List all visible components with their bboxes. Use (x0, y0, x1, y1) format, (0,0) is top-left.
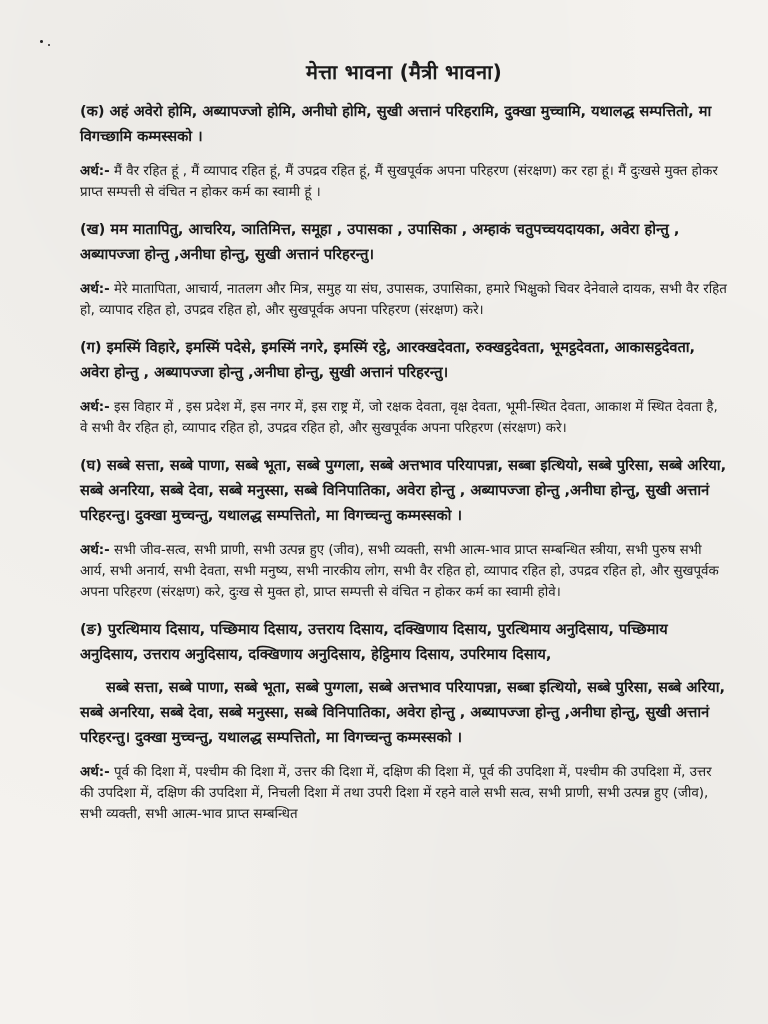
meaning-label: अर्थ:- (80, 164, 110, 179)
verse-ka: (क) अहं अवेरो होमि, अब्यापज्जो होमि, अनीघो होमि, सुखी अत्तानं परिहरामि, दुक्खा मुच्चामि, यथालद्ध सम्पत्तितो, मा विगच्छामि कम्मस्सको । (80, 103, 712, 145)
meaning-kha (80, 279, 728, 321)
meaning-ka (80, 161, 728, 203)
meaning-label: अर्थ:- (80, 282, 110, 297)
verse-ga: (ग) इमस्मिं विहारे, इमस्मिं पदेसे, इमस्मिं नगरे, इमस्मिं रट्ठे, आरक्खदेवता, रुक्खट्ठदेवता, भूमट्ठदेवता, आकासट्ठदेवता, अवेरा होन्तु , अब्यापज्जा होन्तु ,अनीघा होन्तु, सुखी अत्तानं परिहरन्तु। (80, 339, 696, 381)
ink-speck (48, 44, 50, 46)
ink-speck (40, 40, 43, 43)
meaning-text: इस विहार में , इस प्रदेश में, इस नगर में, इस राष्ट्र में, जो रक्षक देवता, वृक्ष देवता, भूमी-स्थित देवता, आकाश में स्थित देवता है, वे सभी वैर रहित हो, व्यापाद रहित हो, उपद्रव रहित हो, और सुखपूर्वक अपना परिहरण (संरक्षण) करे। (80, 400, 718, 436)
page-title: मेत्ता भावना (मैत्री भावना) (305, 60, 503, 84)
meaning-label: अर्थ:- (80, 543, 110, 558)
meaning-label: अर्थ:- (80, 400, 110, 415)
verse-nga-beings: सब्बे सत्ता, सब्बे पाणा, सब्बे भूता, सब्बे पुग्गला, सब्बे अत्तभाव परियापन्ना, सब्बा इत्थियो, सब्बे पुरिसा, सब्बे अरिया, सब्बे अनरिया, सब्बे देवा, सब्बे मनुस्सा, सब्बे विनिपातिका, अवेरा होन्तु , अब्यापज्जा होन्तु ,अनीघा होन्तु, सुखी अत्तानं परिहरन्तु। दुक्खा मुच्चन्तु, यथालद्ध सम्पत्तितो, मा विगच्चन्तु कम्मस्सको । (80, 679, 726, 746)
meaning-gha (80, 540, 728, 603)
meaning-label: अर्थ:- (80, 765, 110, 780)
meaning-text: मैं वैर रहित हूं , मैं व्यापाद रहित हूं, मैं उपद्रव रहित हूं, मैं सुखपूर्वक अपना परिहरण (संरक्षण) कर रहा हूं। मैं दुःखसे मुक्त होकर प्राप्त सम्पत्ती से वंचित न होकर कर्म का स्वामी हूं । (80, 164, 718, 200)
meaning-ga (80, 397, 728, 439)
verse-gha: (घ) सब्बे सत्ता, सब्बे पाणा, सब्बे भूता, सब्बे पुग्गला, सब्बे अत्तभाव परियापन्ना, सब्बा इत्थियो, सब्बे पुरिसा, सब्बे अरिया, सब्बे अनरिया, सब्बे देवा, सब्बे मनुस्सा, सब्बे विनिपातिका, अवेरा होन्तु , अब्यापज्जा होन्तु ,अनीघा होन्तु, सुखी अत्तानं परिहरन्तु। दुक्खा मुच्चन्तु, यथालद्ध सम्पत्तितो, मा विगच्चन्तु कम्मस्सको । (80, 457, 727, 524)
meaning-text: पूर्व की दिशा में, पश्चीम की दिशा में, उत्तर की दिशा में, दक्षिण की दिशा में, पूर्व की उपदिशा में, पश्चीम की उपदिशा में, उत्तर की उपदिशा में, दक्षिण की उपदिशा में, निचली दिशा में तथा उपरी दिशा में रहने वाले सभी सत्व, सभी प्राणी, सभी उत्पन्न हुए (जीव), सभी व्यक्ती, सभी आत्म-भाव प्राप्त सम्बन्धित (80, 765, 712, 822)
meaning-text: मेरे मातापिता, आचार्य, नातलग और मित्र, समुह या संघ, उपासक, उपासिका, हमारे भिक्षुको चिवर देनेवाले दायक, सभी वैर रहित हो, व्यापाद रहित हो, उपद्रव रहित हो, और सुखपूर्वक अपना परिहरण (संरक्षण) करे। (80, 282, 727, 318)
meaning-text: सभी जीव-सत्व, सभी प्राणी, सभी उत्पन्न हुए (जीव), सभी व्यक्ती, सभी आत्म-भाव प्राप्त सम्बन्धित स्त्रीया, सभी पुरुष सभी आर्य, सभी अनार्य, सभी देवता, सभी मनुष्य, सभी नारकीय लोग, सभी वैर रहित हो, व्यापाद रहित हो, उपद्रव रहित हो, और सुखपूर्वक अपना परिहरण (संरक्षण) करे, दुःख से मुक्त हो, प्राप्त सम्पत्ती से वंचित न होकर कर्म का स्वामी होवे। (80, 543, 719, 600)
meaning-nga (80, 762, 728, 825)
verse-nga-directions: (ङ) पुरत्थिमाय दिसाय, पच्छिमाय दिसाय, उत्तराय दिसाय, दक्खिणाय दिसाय, पुरत्थिमाय अनुदिसाय, पच्छिमाय अनुदिसाय, उत्तराय अनुदिसाय, दक्खिणाय अनुदिसाय, हेट्ठिमाय दिसाय, उपरिमाय दिसाय, (80, 621, 668, 663)
verse-kha: (ख) मम मातापितु, आचरिय, ञातिमित्त, समूहा , उपासका , उपासिका , अम्हाकं चतुपच्चयदायका, अवेरा होन्तु , अब्यापज्जा होन्तु ,अनीघा होन्तु, सुखी अत्तानं परिहरन्तु। (80, 221, 680, 263)
